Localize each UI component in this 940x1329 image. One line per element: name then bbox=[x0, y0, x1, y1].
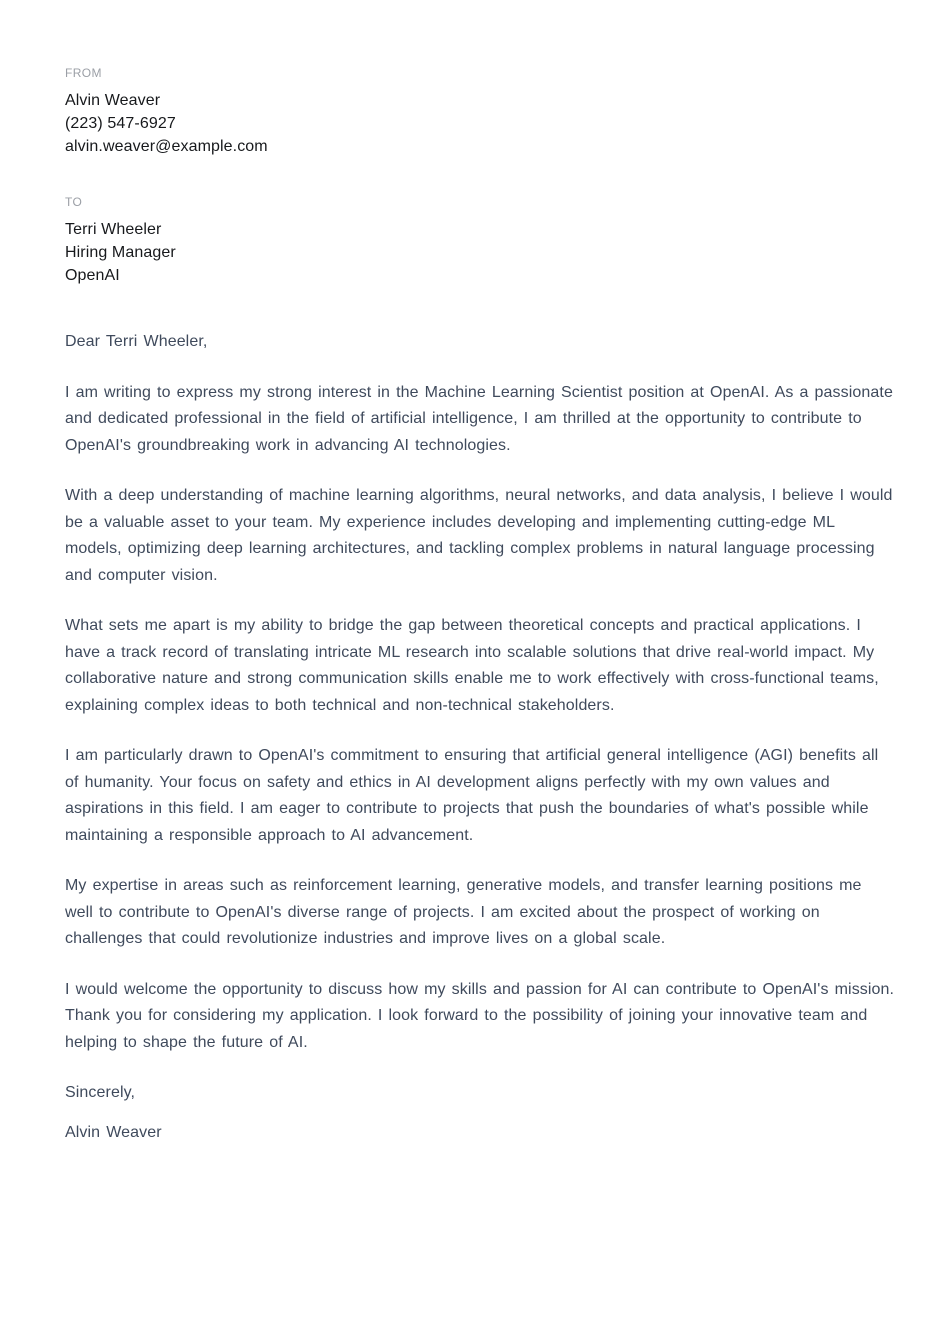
sender-email: alvin.weaver@example.com bbox=[65, 138, 268, 155]
sender-name: Alvin Weaver bbox=[65, 92, 161, 109]
recipient-name: Terri Wheeler bbox=[65, 221, 162, 238]
paragraph-1: I am writing to express my strong interest in the Machine Learning Scientist position at OpenAI. As a passionate and dedicated professional in the field of artificial intelligence, I am thrilled at the opportunity to contribute to OpenAI's groundbreaking work in advancing AI technologies. bbox=[65, 383, 893, 454]
paragraph-2: With a deep understanding of machine learning algorithms, neural networks, and data analysis, I believe I would be a valuable asset to your team. My experience includes developing and implementing cutting-edge ML models, optimizing deep learning architectures, and tackling complex problems in natural language processing and computer vision. bbox=[65, 487, 893, 584]
letter-body bbox=[65, 329, 895, 1146]
to-label: TO bbox=[65, 195, 83, 209]
paragraph-5: My expertise in areas such as reinforcement learning, generative models, and transfer learning positions me well to contribute to OpenAI's diverse range of projects. I am excited about the prospect of working on challenges that could revolutionize industries and improve lives on a global scale. bbox=[65, 877, 862, 947]
from-label: FROM bbox=[65, 66, 102, 80]
sender-block bbox=[65, 66, 895, 158]
signature: Alvin Weaver bbox=[65, 1123, 162, 1141]
paragraph-4: I am particularly drawn to OpenAI's commitment to ensuring that artificial general intelligence (AGI) benefits all of humanity. Your focus on safety and ethics in AI development aligns perfectly with my own values and aspirations in this field. I am eager to contribute to projects that push the boundaries of what's possible while maintaining a responsible approach to AI advancement. bbox=[65, 747, 879, 844]
recipient-company: OpenAI bbox=[65, 267, 120, 284]
closing: Sincerely, bbox=[65, 1084, 136, 1101]
paragraph-6: I would welcome the opportunity to discuss how my skills and passion for AI can contribute to OpenAI's mission. Thank you for considering my application. I look forward to the possibility of joining your innovative team and helping to shape the future of AI. bbox=[65, 980, 895, 1051]
recipient-title: Hiring Manager bbox=[65, 244, 176, 261]
greeting: Dear Terri Wheeler, bbox=[65, 333, 208, 350]
sender-phone: (223) 547-6927 bbox=[65, 115, 176, 132]
paragraph-3: What sets me apart is my ability to bridge the gap between theoretical concepts and practical applications. I have a track record of translating intricate ML research into scalable solutions that drive real-world impact. My collaborative nature and strong communication skills enable me to work effectively with cross-functional teams, explaining complex ideas to both technical and non-technical stakeholders. bbox=[65, 617, 879, 714]
recipient-block bbox=[65, 195, 895, 287]
